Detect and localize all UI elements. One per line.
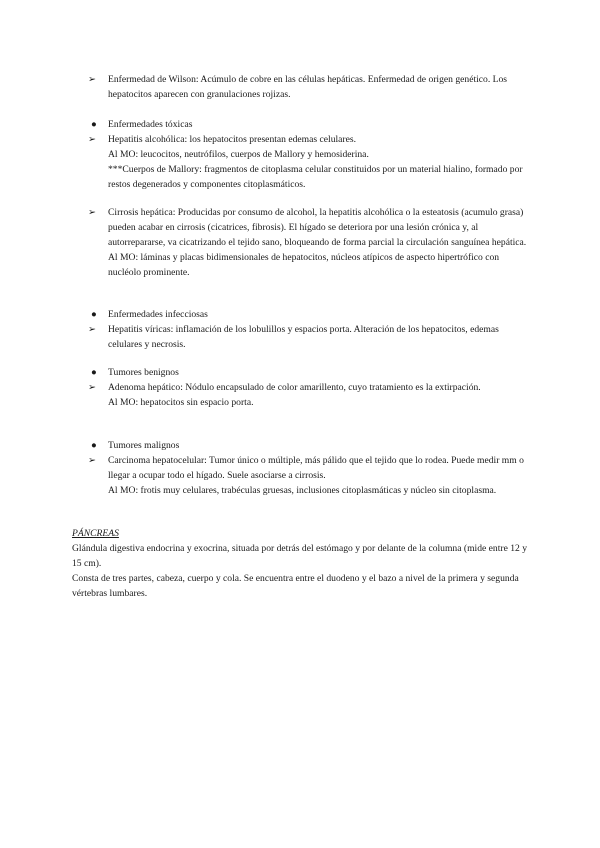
dot-bullet-icon: ●: [91, 309, 97, 320]
infectious-text: Hepatitis víricas: inflamación de los lobulillos y espacios porta. Alteración de los hepatocitos, edemas celulares y necrosis.: [108, 324, 499, 350]
adenoma-text: Adenoma hepático: Nódulo encapsulado de color amarillento, cuyo tratamiento es la extirpación.: [108, 382, 481, 393]
list-item-hepatitis-viricas: [88, 322, 533, 352]
infectious-heading: Enfermedades infecciosas: [108, 309, 208, 320]
list-item-hepatitis-alcoholica: [88, 132, 533, 192]
wilson-text: Enfermedad de Wilson: Acúmulo de cobre en las células hepáticas. Enfermedad de origen genético. Los hepatocitos aparecen con granulaciones rojizas.: [108, 74, 508, 100]
carcinoma-mo-text: Al MO: frotis muy celulares, trabéculas gruesas, inclusiones citoplasmáticas y núcleo sin citoplasma.: [108, 485, 497, 496]
hepatitis-text: Hepatitis alcohólica: los hepatocitos presentan edemas celulares.: [108, 134, 357, 145]
carcinoma-text: Carcinoma hepatocelular: Tumor único o múltiple, más pálido que el tejido que lo rodea. Puede medir mm o llegar a ocupar todo el hígado. Suele asociarse a cirrosis.: [108, 455, 524, 481]
pancreas-heading: PÁNCREAS: [72, 528, 119, 539]
arrow-bullet-icon: ➢: [88, 134, 97, 145]
pancreas-paragraph-2: Consta de tres partes, cabeza, cuerpo y cola. Se encuentra entre el duodeno y el bazo a nivel de la primera y segunda vértebras lumbares.: [72, 573, 519, 599]
malignant-heading: Tumores malignos: [108, 440, 180, 451]
benign-heading: Tumores benignos: [108, 367, 179, 378]
dot-bullet-icon: ●: [91, 440, 97, 451]
pancreas-section: [72, 526, 534, 601]
arrow-bullet-icon: ➢: [88, 324, 97, 335]
list-item-infectious-heading: [91, 307, 533, 322]
list-item-malignant-heading: [91, 438, 533, 453]
hepatitis-mo-text: Al MO: leucocitos, neutrófilos, cuerpos de Mallory y hemosiderina.: [108, 149, 369, 160]
dot-bullet-icon: ●: [91, 367, 97, 378]
dot-bullet-icon: ●: [91, 119, 97, 130]
arrow-bullet-icon: ➢: [88, 207, 97, 218]
list-item-cirrosis: [88, 205, 533, 280]
mallory-text: ***Cuerpos de Mallory: fragmentos de citoplasma celular constituidos por un material hialino, formado por restos degenerados y componentes citoplasmáticos.: [108, 164, 523, 190]
pancreas-paragraph-1: Glándula digestiva endocrina y exocrina, situada por detrás del estómago y por delante de la columna (mide entre 12 y 15 cm).: [72, 543, 528, 569]
toxic-heading: Enfermedades tóxicas: [108, 119, 193, 130]
arrow-bullet-icon: ➢: [88, 74, 97, 85]
list-item-toxic-heading: [91, 117, 533, 132]
list-item-carcinoma: [88, 453, 533, 498]
cirrosis-mo-text: Al MO: láminas y placas bidimensionales de hepatocitos, núcleos atípicos de aspecto hipertrófico con nucléolo prominente.: [108, 252, 500, 278]
list-item-adenoma: [88, 380, 533, 410]
arrow-bullet-icon: ➢: [88, 455, 97, 466]
cirrosis-text: Cirrosis hepática: Producidas por consumo de alcohol, la hepatitis alcohólica o la esteatosis (acumulo grasa) pueden acabar en cirrosis (cicatrices, fibrosis). El hígado se deteriora por una lesión crónica y, al autorrepararse, va cicatrizando el tejido sano, bloqueando de forma parcial la circulación sanguínea hepática.: [108, 207, 527, 248]
arrow-bullet-icon: ➢: [88, 382, 97, 393]
list-item-benign-heading: [91, 365, 533, 380]
adenoma-mo-text: Al MO: hepatocitos sin espacio porta.: [108, 397, 254, 408]
list-item-wilson: [88, 72, 533, 102]
